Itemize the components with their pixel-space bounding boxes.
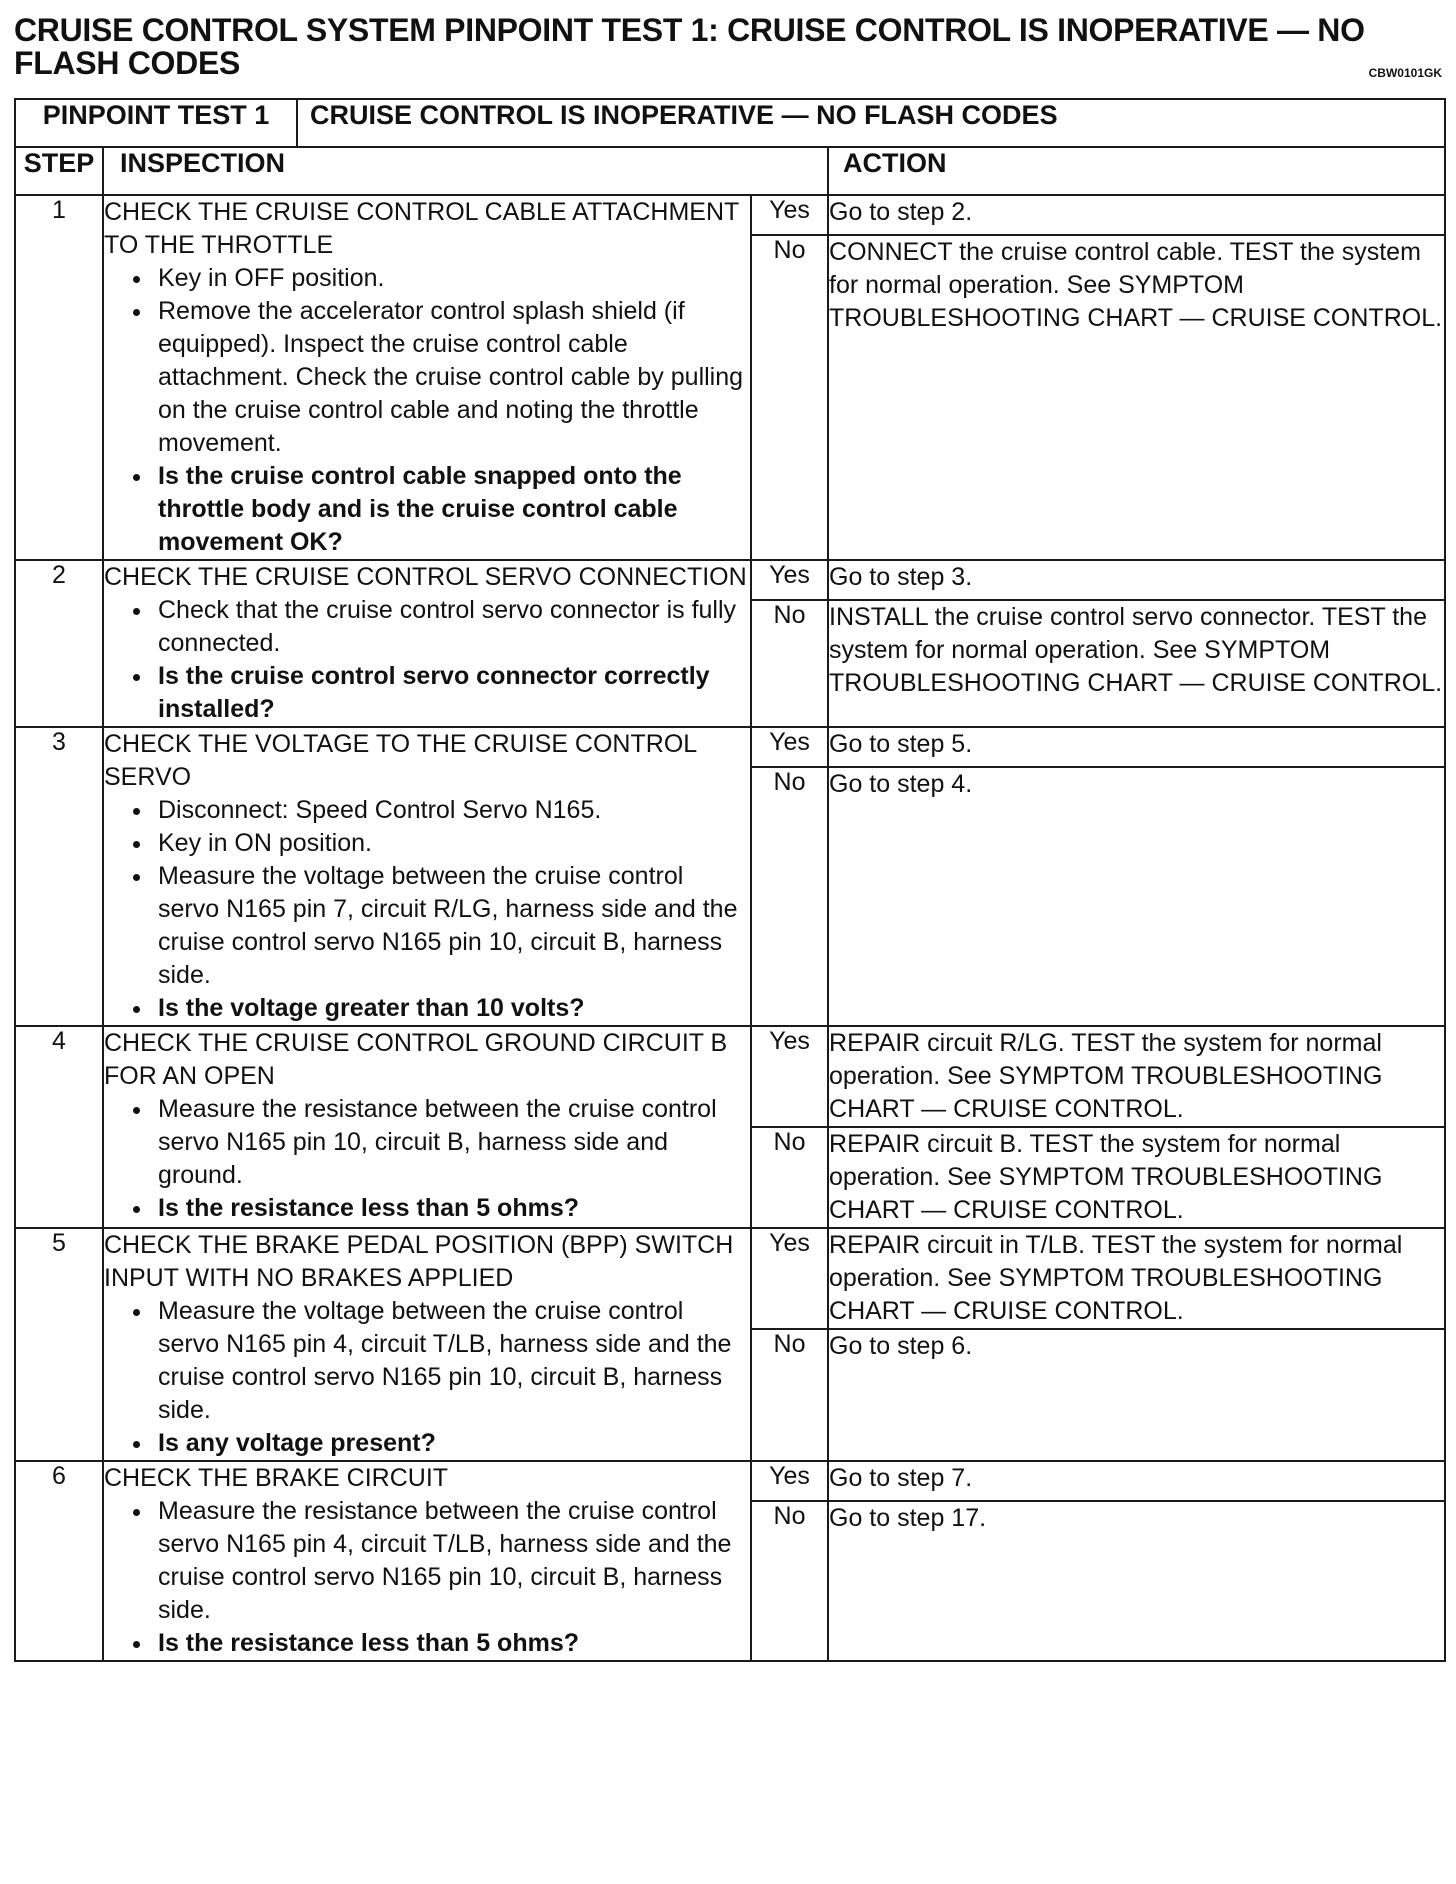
no-label: No xyxy=(751,600,828,727)
step-number: 1 xyxy=(15,195,103,560)
step-column-header: STEP xyxy=(15,147,103,195)
inspection-bullet: • Check that the cruise control servo connector is fully connected. xyxy=(154,594,750,660)
inspection-column-header: INSPECTION xyxy=(103,147,828,195)
inspection-bullet: • Measure the resistance between the cruise control servo N165 pin 4, circuit T/LB, harness side and the cruise control servo N165 pin 10, circuit B, harness side. xyxy=(154,1495,750,1627)
yes-action: REPAIR circuit in T/LB. TEST the system for normal operation. See SYMPTOM TROUBLESHOOTING CHART — CRUISE CONTROL. xyxy=(828,1228,1445,1329)
step-number: 5 xyxy=(15,1228,103,1461)
inspection-bullet: • Key in OFF position. xyxy=(154,262,750,295)
step-row-5 xyxy=(15,1228,1445,1329)
yes-action: Go to step 3. xyxy=(828,560,1445,600)
no-label: No xyxy=(751,1127,828,1228)
no-label: No xyxy=(751,767,828,1026)
yes-action: Go to step 7. xyxy=(828,1461,1445,1501)
inspection-bullets xyxy=(104,794,750,1025)
no-action: REPAIR circuit B. TEST the system for normal operation. See SYMPTOM TROUBLESHOOTING CHART — CRUISE CONTROL. xyxy=(828,1127,1445,1228)
inspection-cell xyxy=(103,1461,751,1661)
step-number: 2 xyxy=(15,560,103,727)
no-action: CONNECT the cruise control cable. TEST the system for normal operation. See SYMPTOM TROUBLESHOOTING CHART — CRUISE CONTROL. xyxy=(828,235,1445,560)
inspection-bullet: • Measure the voltage between the cruise control servo N165 pin 4, circuit T/LB, harness side and the cruise control servo N165 pin 10, circuit B, harness side. xyxy=(154,1295,750,1427)
yes-label: Yes xyxy=(751,1026,828,1127)
inspection-question: • Is the cruise control servo connector correctly installed? xyxy=(154,660,750,726)
inspection-bullets xyxy=(104,594,750,726)
step-number: 4 xyxy=(15,1026,103,1228)
step-number: 6 xyxy=(15,1461,103,1661)
inspection-question: • Is the resistance less than 5 ohms? xyxy=(154,1192,750,1225)
inspection-bullets xyxy=(104,1495,750,1660)
inspection-bullets xyxy=(104,1093,750,1225)
no-label: No xyxy=(751,235,828,560)
inspection-cell xyxy=(103,727,751,1026)
inspection-title: CHECK THE BRAKE PEDAL POSITION (BPP) SWITCH INPUT WITH NO BRAKES APPLIED xyxy=(104,1231,734,1292)
yes-label: Yes xyxy=(751,1228,828,1329)
inspection-bullet: • Remove the accelerator control splash shield (if equipped). Inspect the cruise control cable attachment. Check the cruise control cable by pulling on the cruise control cable and noting the throttle movement. xyxy=(154,295,750,460)
pinpoint-label: PINPOINT TEST 1 xyxy=(15,99,297,147)
inspection-title: CHECK THE CRUISE CONTROL SERVO CONNECTION xyxy=(104,563,747,591)
yes-label: Yes xyxy=(751,195,828,235)
step-row-2 xyxy=(15,560,1445,600)
step-row-3 xyxy=(15,727,1445,767)
pinpoint-header-row xyxy=(15,99,1445,147)
inspection-cell xyxy=(103,1228,751,1461)
inspection-bullets xyxy=(104,1295,750,1460)
inspection-question: • Is the voltage greater than 10 volts? xyxy=(154,992,750,1025)
yes-label: Yes xyxy=(751,1461,828,1501)
yes-label: Yes xyxy=(751,727,828,767)
pinpoint-table xyxy=(14,98,1446,1662)
step-number: 3 xyxy=(15,727,103,1026)
inspection-question: • Is the resistance less than 5 ohms? xyxy=(154,1627,750,1660)
step-row-6 xyxy=(15,1461,1445,1501)
inspection-bullet: • Disconnect: Speed Control Servo N165. xyxy=(154,794,750,827)
inspection-cell xyxy=(103,560,751,727)
yes-action: Go to step 2. xyxy=(828,195,1445,235)
no-action: Go to step 6. xyxy=(828,1329,1445,1461)
steps-body xyxy=(15,195,1445,1661)
inspection-bullet: • Measure the voltage between the cruise control servo N165 pin 7, circuit R/LG, harness side and the cruise control servo N165 pin 10, circuit B, harness side. xyxy=(154,860,750,992)
step-row-1 xyxy=(15,195,1445,235)
inspection-bullet: • Measure the resistance between the cruise control servo N165 pin 10, circuit B, harness side and ground. xyxy=(154,1093,750,1192)
no-label: No xyxy=(751,1329,828,1461)
step-row-4 xyxy=(15,1026,1445,1127)
pinpoint-description: CRUISE CONTROL IS INOPERATIVE — NO FLASH CODES xyxy=(297,99,1445,147)
inspection-title: CHECK THE CRUISE CONTROL GROUND CIRCUIT B FOR AN OPEN xyxy=(104,1029,728,1090)
inspection-cell xyxy=(103,1026,751,1228)
inspection-bullet: • Key in ON position. xyxy=(154,827,750,860)
document-title: CRUISE CONTROL SYSTEM PINPOINT TEST 1: CRUISE CONTROL IS INOPERATIVE — NO FLASH CODES xyxy=(14,12,1365,81)
inspection-title: CHECK THE VOLTAGE TO THE CRUISE CONTROL SERVO xyxy=(104,730,697,791)
inspection-question: • Is the cruise control cable snapped onto the throttle body and is the cruise control cable movement OK? xyxy=(154,460,750,559)
inspection-bullets xyxy=(104,262,750,559)
yes-action: Go to step 5. xyxy=(828,727,1445,767)
inspection-title: CHECK THE CRUISE CONTROL CABLE ATTACHMENT TO THE THROTTLE xyxy=(104,198,739,259)
inspection-question: • Is any voltage present? xyxy=(154,1427,750,1460)
no-action: Go to step 17. xyxy=(828,1501,1445,1661)
inspection-cell xyxy=(103,195,751,560)
column-header-row xyxy=(15,147,1445,195)
no-action: INSTALL the cruise control servo connector. TEST the system for normal operation. See SYMPTOM TROUBLESHOOTING CHART — CRUISE CONTROL. xyxy=(828,600,1445,727)
document-code: CBW0101GK xyxy=(1368,66,1442,80)
no-label: No xyxy=(751,1501,828,1661)
yes-action: REPAIR circuit R/LG. TEST the system for normal operation. See SYMPTOM TROUBLESHOOTING CHART — CRUISE CONTROL. xyxy=(828,1026,1445,1127)
action-column-header: ACTION xyxy=(828,147,1445,195)
no-action: Go to step 4. xyxy=(828,767,1445,1026)
yes-label: Yes xyxy=(751,560,828,600)
inspection-title: CHECK THE BRAKE CIRCUIT xyxy=(104,1464,449,1492)
